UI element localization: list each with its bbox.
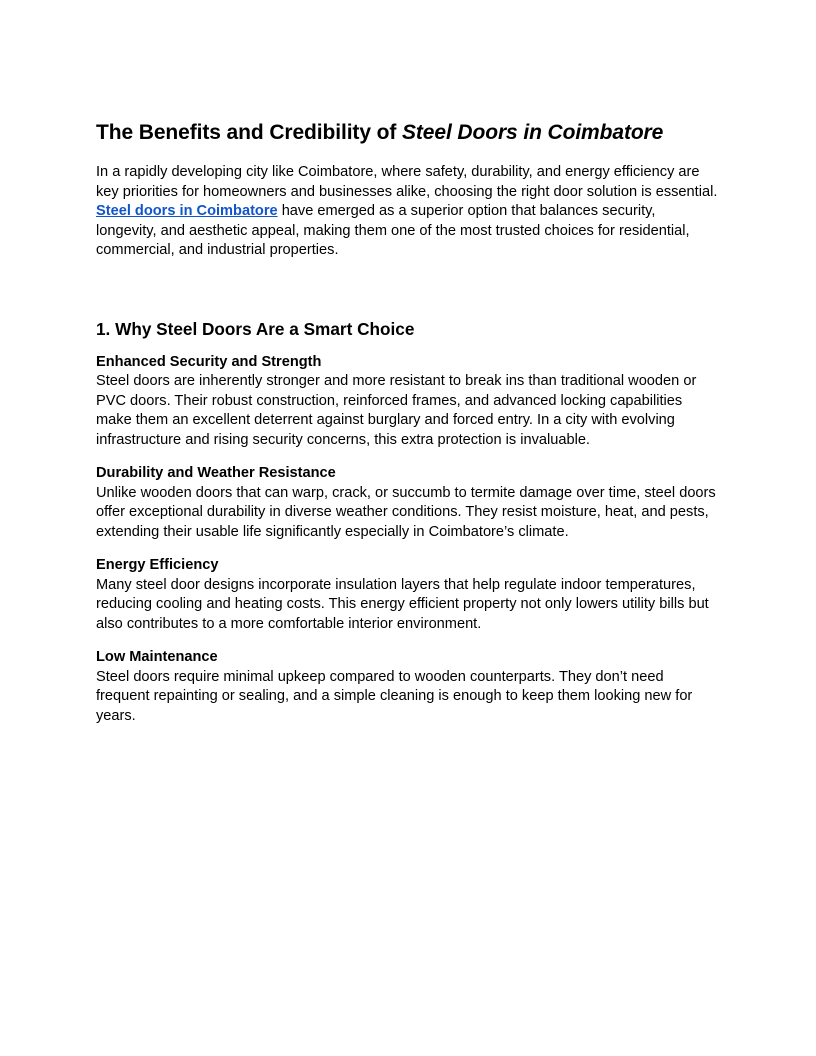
subsection-maintenance xyxy=(96,648,720,726)
subsection-heading: Energy Efficiency xyxy=(96,557,219,573)
subsection-body: Many steel door designs incorporate insulation layers that help regulate indoor temperatures, reducing cooling and heating costs. This energy efficient property not only lowers utility bills but also contributes to a more comfortable interior environment. xyxy=(96,576,709,632)
subsection-durability xyxy=(96,464,720,542)
subsection-list xyxy=(96,353,720,727)
subsection-energy xyxy=(96,556,720,634)
document-page xyxy=(96,119,720,726)
intro-text-before-link: In a rapidly developing city like Coimbatore, where safety, durability, and energy efficiency are key priorities for homeowners and businesses alike, choosing the right door solution is essential. xyxy=(96,164,718,200)
subsection-body: Steel doors require minimal upkeep compared to wooden counterparts. They don’t need frequent repainting or sealing, and a simple cleaning is enough to keep them looking new for years. xyxy=(96,668,693,724)
section-heading: 1. Why Steel Doors Are a Smart Choice xyxy=(96,318,415,339)
subsection-heading: Low Maintenance xyxy=(96,649,218,665)
subsection-heading: Durability and Weather Resistance xyxy=(96,465,336,481)
steel-doors-link[interactable]: Steel doors in Coimbatore xyxy=(96,203,278,219)
intro-text-after-link: have emerged as a superior option that balances security, longevity, and aesthetic appeal, making them one of the most trusted choices for residential, commercial, and industrial properties. xyxy=(96,203,690,258)
intro-paragraph xyxy=(96,163,720,261)
document-title xyxy=(96,119,720,147)
subsection-body: Steel doors are inherently stronger and more resistant to break ins than traditional wooden or PVC doors. Their robust construction, reinforced frames, and advanced locking capabilities make them an excellent deterrent against burglary and forced entry. In a city with evolving infrastructure and rising security concerns, this extra protection is invaluable. xyxy=(96,373,697,448)
subsection-body: Unlike wooden doors that can warp, crack, or succumb to termite damage over time, steel doors offer exceptional durability in diverse weather conditions. They resist moisture, heat, and pests, extending their usable life significantly especially in Coimbatore’s climate. xyxy=(96,484,716,540)
title-prefix: The Benefits and Credibility of xyxy=(96,121,402,144)
subsection-security xyxy=(96,353,720,451)
title-emphasis: Steel Doors in Coimbatore xyxy=(402,121,664,144)
subsection-heading: Enhanced Security and Strength xyxy=(96,353,322,370)
